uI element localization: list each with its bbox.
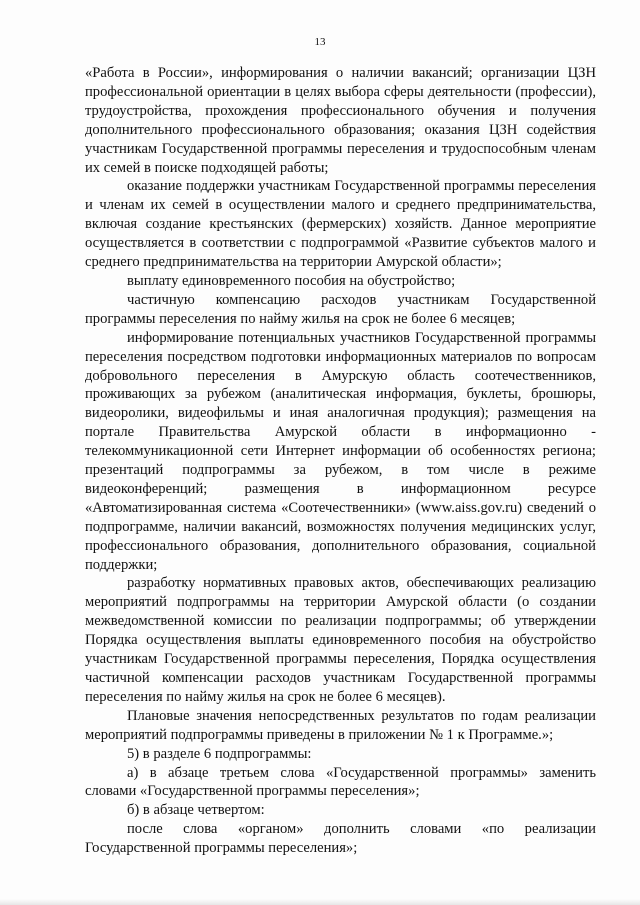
paragraph-lump-sum-allowance: выплату единовременного пособия на обустройство; <box>127 272 456 289</box>
paragraph-business-support: оказание поддержки участникам Государственной программы переселения и членам их семей в осуществлении малого и среднего предпринимательства, включая создание крестьянских (фермерских) хозяйств. Данное мероприятие осуществляется в соответствии с подпрограммой «Развитие субъектов малого и среднего предпринимательства на территории Амурской области»; <box>85 178 596 271</box>
paragraph-planned-values: Плановые значения непосредственных результатов по годам реализации мероприятий подпрограммы приведены в приложении № 1 к Программе.»; <box>85 707 596 743</box>
paragraph-informing-participants: информирование потенциальных участников Государственной программы переселения посредством подготовки информационных материалов по вопросам добровольного переселения в Амурскую область соотечественников, проживающих за рубежом (аналитическая информация, буклеты, брошюры, видеоролики, видеофильмы и иная аналогичная продукция); размещения на портале Правительства Амурской области в информационно - телекоммуникационной сети Интернет информации об особенностях региона; презентаций подпрограммы за рубежом, в том числе в режиме видеоконференций; размещения в информационном ресурсе «Автоматизированная система «Соотечественники» (www.aiss.gov.ru) сведений о подпрограмме, наличии вакансий, возможностях получения медицинских услуг, профессионального образования, дополнительного образования, социальной поддержки; <box>85 329 596 573</box>
paragraph-legal-acts: разработку нормативных правовых актов, обеспечивающих реализацию мероприятий подпрограммы на территории Амурской области (о создании межведомственной комиссии по реализации подпрограммы; об утверждении Порядка осуществления выплаты единовременного пособия на обустройство участникам Государственной программы переселения, Порядка осуществления частичной компенсации расходов участникам Государственной программы переселения по найму жилья на срок не более 6 месяцев). <box>85 575 596 705</box>
paragraph-item-b: б) в абзаце четвертом: <box>127 802 265 819</box>
paragraph-employment-services: «Работа в России», информирования о наличии вакансий; организации ЦЗН профессиональной ориентации в целях выбора сферы деятельности (профессии), трудоустройства, прохождения профессионального обучения и получения дополнительного профессионального образования; оказания ЦЗН содействия участникам Государственной программы переселения и трудоспособным членам их семей в поиске подходящей работы; <box>85 65 596 176</box>
paragraph-rent-compensation: частичную компенсацию расходов участникам Государственной программы переселения по найму жилья на срок не более 6 месяцев; <box>85 291 596 327</box>
scan-bottom-edge <box>0 899 640 905</box>
paragraph-add-words: после слова «органом» дополнить словами «по реализации Государственной программы переселения»; <box>85 821 596 857</box>
paragraph-item-a: а) в абзаце третьем слова «Государственной программы» заменить словами «Государственной программы переселения»; <box>85 764 596 800</box>
document-body <box>85 64 596 858</box>
paragraph-section-6: 5) в разделе 6 подпрограммы: <box>127 745 312 762</box>
page-number: 13 <box>314 36 326 48</box>
